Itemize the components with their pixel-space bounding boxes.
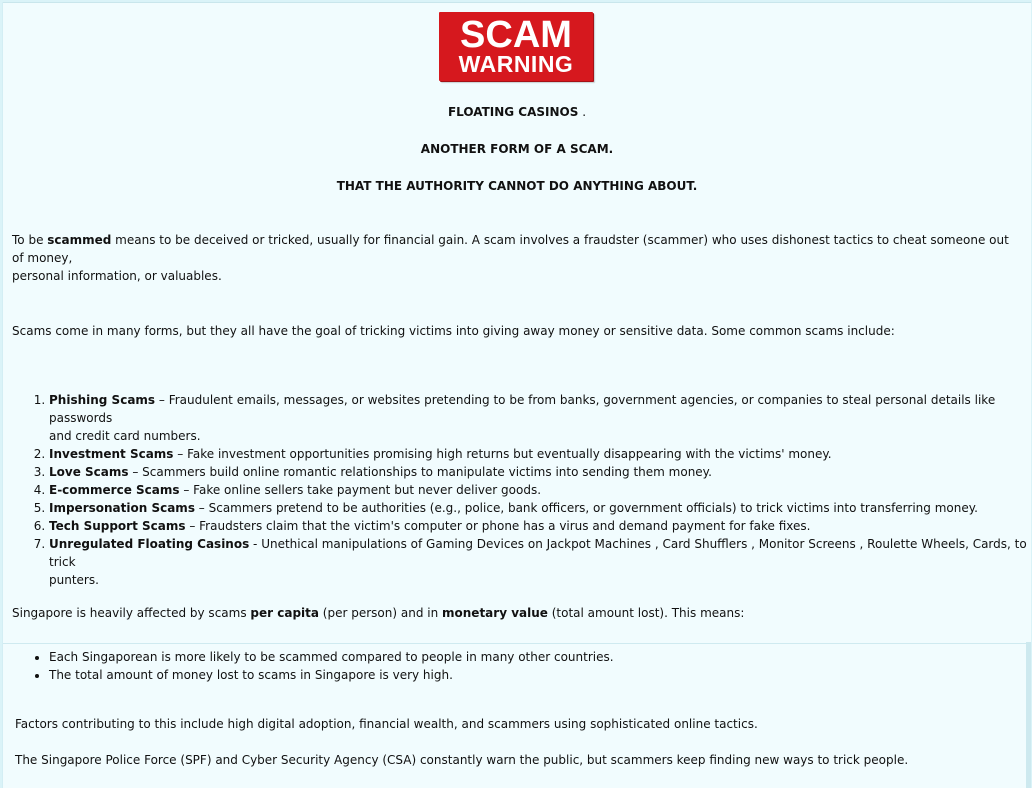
scam-type-name: Unregulated Floating Casinos bbox=[49, 537, 250, 551]
scam-type-name: Investment Scams bbox=[49, 447, 174, 461]
singapore-text-2: (per person) and in bbox=[318, 606, 443, 620]
logo-line2: WARNING bbox=[458, 51, 574, 77]
scam-type-item bbox=[49, 391, 1032, 445]
scam-type-separator: – bbox=[128, 465, 143, 479]
scam-type-name: Impersonation Scams bbox=[49, 501, 195, 515]
singapore-bold-per-capita: per capita bbox=[250, 606, 319, 620]
intro-paragraph bbox=[12, 231, 1022, 285]
factors-paragraph: Factors contributing to this include high digital adoption, financial wealth, and scammers using sophisticated online tactics. bbox=[15, 717, 758, 731]
singapore-paragraph bbox=[12, 604, 1022, 622]
scam-type-name: Tech Support Scams bbox=[49, 519, 186, 533]
scam-type-description-cont: punters. bbox=[49, 573, 99, 587]
scam-type-description: Fake online sellers take payment but never deliver goods. bbox=[193, 483, 542, 497]
top-divider bbox=[3, 2, 1031, 3]
scam-type-item bbox=[49, 535, 1032, 589]
scam-type-description: Scammers pretend to be authorities (e.g., police, bank officers, or government officials) to trick victims into transferring money. bbox=[208, 501, 978, 515]
spf-paragraph: The Singapore Police Force (SPF) and Cyber Security Agency (CSA) constantly warn the public, but scammers keep finding new ways to trick people. bbox=[15, 753, 909, 767]
document-page bbox=[2, 2, 1031, 788]
scam-type-item bbox=[49, 481, 1032, 499]
heading-floating-casinos-bold: FLOATING CASINOS bbox=[447, 105, 579, 119]
bullet-item: • Each Singaporean is more likely to be scammed compared to people in many other countries. bbox=[49, 648, 1032, 666]
intro-line1 bbox=[12, 231, 1022, 267]
heading-floating-casinos-suffix: . bbox=[578, 105, 587, 119]
scam-type-item bbox=[49, 445, 1032, 463]
scam-type-separator: - bbox=[249, 537, 262, 551]
scam-type-item bbox=[49, 463, 1032, 481]
logo-line1: SCAM bbox=[460, 14, 572, 56]
intro-rest-line1: means to be deceived or tricked, usually for financial gain. A scam involves a fraudster (scammer) who uses dishonest tactics to cheat someone out of money, bbox=[12, 233, 1009, 265]
singapore-text-3: (total amount lost). This means: bbox=[547, 606, 745, 620]
heading-authority: THAT THE AUTHORITY CANNOT DO ANYTHING ABOUT. bbox=[336, 179, 698, 193]
scam-types-list bbox=[11, 391, 1032, 589]
intro-prefix: To be bbox=[12, 233, 48, 247]
intro-line2: personal information, or valuables. bbox=[12, 269, 222, 283]
scam-type-description: Fraudsters claim that the victim's computer or phone has a virus and demand payment for fake fixes. bbox=[199, 519, 811, 533]
scam-type-description: Scammers build online romantic relationships to manipulate victims into sending them money. bbox=[142, 465, 712, 479]
singapore-text-1: Singapore is heavily affected by scams bbox=[12, 606, 251, 620]
scam-type-separator: – bbox=[155, 393, 169, 407]
scam-type-separator: – bbox=[185, 519, 200, 533]
scam-type-item bbox=[49, 517, 1032, 535]
singapore-bold-monetary-value: monetary value bbox=[442, 606, 548, 620]
scam-type-item bbox=[49, 499, 1032, 517]
singapore-bullets bbox=[11, 648, 1032, 684]
section-divider bbox=[3, 643, 1031, 644]
scam-type-separator: – bbox=[194, 501, 209, 515]
scam-type-name: E-commerce Scams bbox=[49, 483, 180, 497]
scam-type-description-cont: and credit card numbers. bbox=[49, 429, 201, 443]
scam-type-separator: – bbox=[179, 483, 194, 497]
scam-warning-logo bbox=[439, 12, 593, 81]
scam-type-description: Fake investment opportunities promising high returns but eventually disappearing with the victims' money. bbox=[187, 447, 832, 461]
heading-another-form: ANOTHER FORM OF A SCAM. bbox=[420, 142, 614, 156]
bullet-item: • The total amount of money lost to scams in Singapore is very high. bbox=[49, 666, 1032, 684]
scam-type-description: Fraudulent emails, messages, or websites pretending to be from banks, government agencies, or companies to steal personal details like passwords bbox=[49, 393, 996, 425]
intro-bold-scammed: scammed bbox=[47, 233, 112, 247]
scam-forms-paragraph: Scams come in many forms, but they all have the goal of tricking victims into giving away money or sensitive data. Some common scams include: bbox=[12, 324, 895, 338]
scam-type-name: Love Scams bbox=[49, 465, 129, 479]
heading-floating-casinos bbox=[3, 105, 1031, 119]
scam-type-name: Phishing Scams bbox=[49, 393, 156, 407]
scam-type-description: Unethical manipulations of Gaming Devices on Jackpot Machines , Card Shufflers , Monitor Screens , Roulette Wheels, Cards, to trick bbox=[49, 537, 1027, 569]
scam-type-separator: – bbox=[173, 447, 188, 461]
